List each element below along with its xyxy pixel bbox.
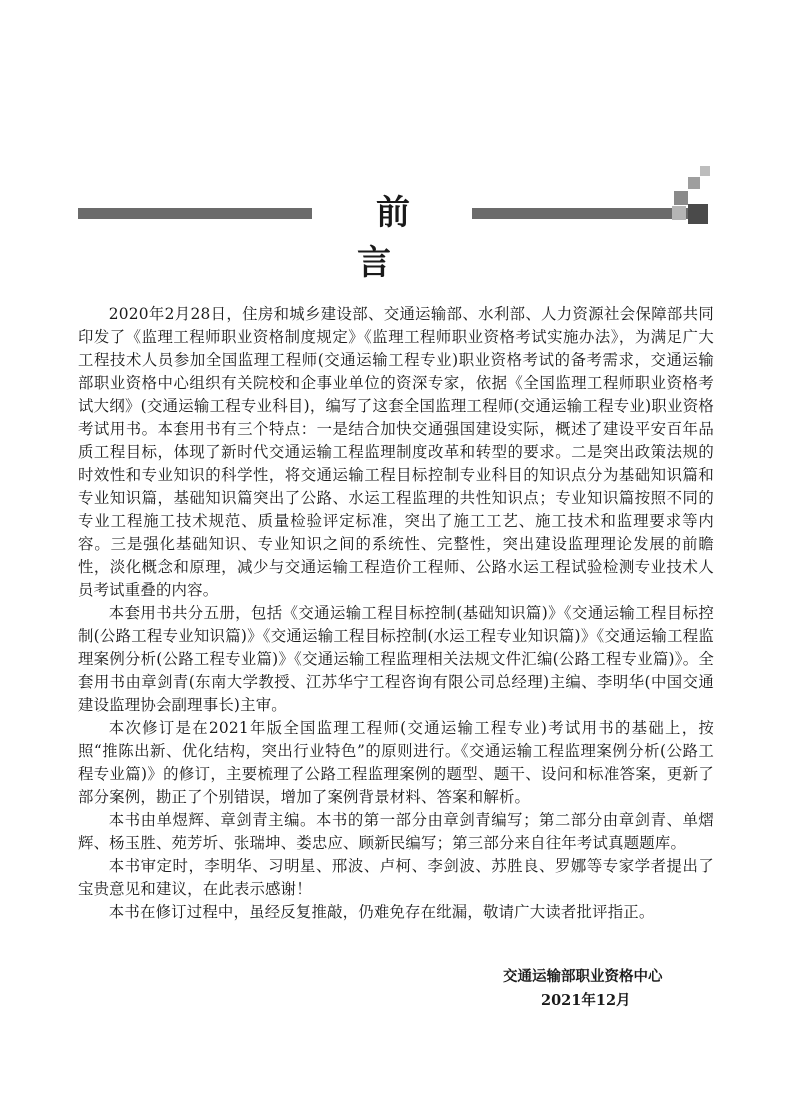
decorative-square — [674, 191, 688, 205]
decorative-square — [700, 166, 710, 176]
preface-body — [78, 303, 714, 924]
signature-organization: 交通运输部职业资格中心 — [503, 969, 663, 985]
header-bar-left — [78, 208, 312, 219]
signature-block — [440, 965, 700, 1013]
paragraph: 本套用书共分五册，包括《交通运输工程目标控制(基础知识篇)》《交通运输工程目标控制(公路工程专业知识篇)》《交通运输工程目标控制(水运工程专业知识篇)》《交通运输工程监理案例分析(公路工程专业篇)》《交通运输工程监理相关法规文件汇编(公路工程专业篇)》。全套用书由章剑青(东南大学教授、江苏华宁工程咨询有限公司总经理)主编、李明华(中国交通建设监理协会副理事长)主审。 — [78, 604, 714, 714]
paragraph: 本次修订是在2021年版全国监理工程师(交通运输工程专业)考试用书的基础上，按照“推陈出新、优化结构，突出行业特色”的原则进行。《交通运输工程监理案例分析(公路工程专业篇)》的修订，主要梳理了公路工程监理案例的题型、题干、设问和标准答案，更新了部分案例，勘正了个别错误，增加了案例背景材料、答案和解析。 — [78, 719, 714, 806]
paragraph: 本书由单煜辉、章剑青主编。本书的第一部分由章剑青编写；第二部分由章剑青、单熠辉、杨玉胜、苑芳圻、张瑞坤、娄忠应、顾新民编写；第三部分来自往年考试真题题库。 — [78, 811, 714, 852]
paragraph: 本书在修订过程中，虽经反复推敲，仍难免存在纰漏，敬请广大读者批评指正。 — [108, 903, 655, 921]
paragraph: 2020年2月28日，住房和城乡建设部、交通运输部、水利部、人力资源社会保障部共同印发了《监理工程师职业资格制度规定》《监理工程师职业资格考试实施办法》，为满足广大工程技术人员参加全国监理工程师(交通运输工程专业)职业资格考试的备考需求，交通运输部职业资格中心组织有关院校和企事业单位的资深专家，依据《全国监理工程师职业资格考试大纲》(交通运输工程专业科目)，编写了这套全国监理工程师(交通运输工程专业)职业资格考试用书。本套用书有三个特点：一是结合加快交通强国建设实际，概述了建设平安百年品质工程目标，体现了新时代交通运输工程监理制度改革和转型的要求。二是突出政策法规的时效性和专业知识的科学性，将交通运输工程目标控制专业科目的知识点分为基础知识篇和专业知识篇，基础知识篇突出了公路、水运工程监理的共性知识点；专业知识篇按照不同的专业工程施工技术规范、质量检验评定标准，突出了施工工艺、施工技术和监理要求等内容。三是强化基础知识、专业知识之间的系统性、完整性，突出建设监理理论发展的前瞻性，淡化概念和原理，减少与交通运输工程造价工程师、公路水运工程试验检测专业技术人员考试重叠的内容。 — [78, 305, 714, 599]
preface-header — [0, 160, 790, 283]
header-bar-right — [472, 208, 688, 219]
paragraph: 本书审定时，李明华、习明星、邢波、卢柯、李剑波、苏胜良、罗娜等专家学者提出了宝贵意见和建议，在此表示感谢！ — [78, 857, 714, 898]
decorative-square — [672, 206, 686, 220]
signature-date: 2021年12月 — [541, 992, 631, 1009]
page-title: 前 言 — [357, 193, 448, 283]
decorative-square — [688, 177, 700, 189]
decorative-square — [688, 204, 708, 224]
